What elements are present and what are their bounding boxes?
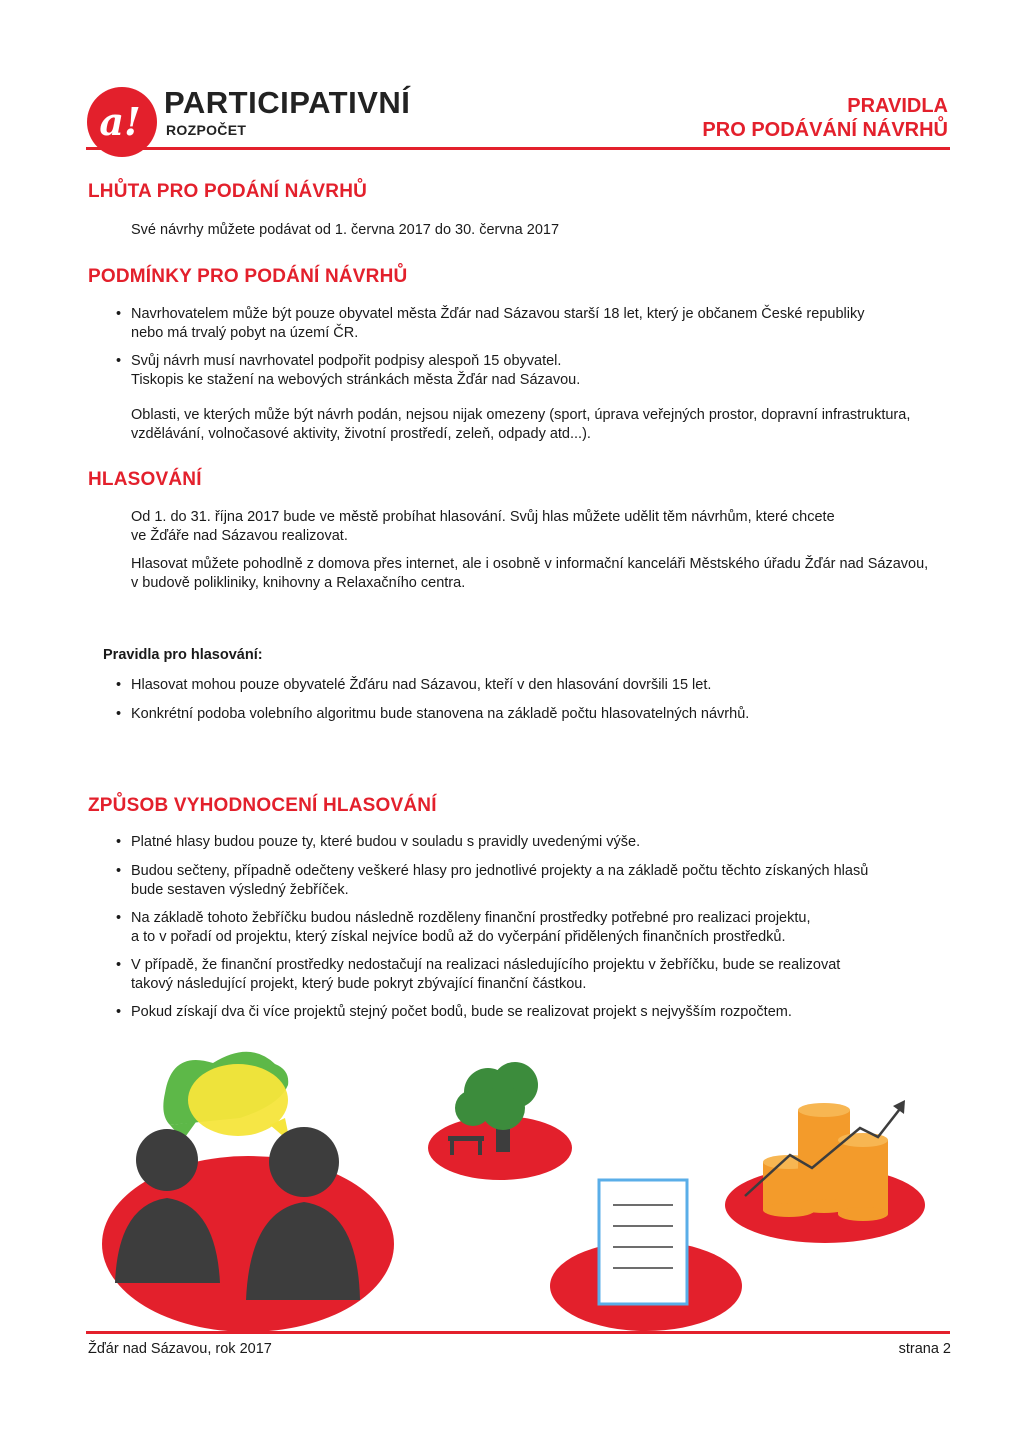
list-item (116, 862, 946, 900)
list-item (116, 956, 946, 994)
evaluation-list (116, 833, 946, 1022)
voting-paragraph-2 (131, 555, 928, 593)
footer-divider (86, 1331, 950, 1334)
discussion-illustration (102, 1052, 394, 1332)
list-item (116, 1003, 946, 1022)
section-heading-voting: HLASOVÁNÍ (88, 469, 202, 490)
list-item-line: Na základě tohoto žebříčku budou následně rozděleny finanční prostředky potřebné pro realizaci projektu, (131, 910, 811, 926)
person-left-body (115, 1198, 220, 1283)
conditions-list (116, 305, 946, 390)
list-item (116, 909, 946, 947)
green-speech-bubble (163, 1052, 288, 1125)
yellow-speech-bubble (188, 1064, 288, 1136)
voting-paragraph-1 (131, 508, 835, 546)
deadline-text: Své návrhy můžete podávat od 1. června 2017 do 30. června 2017 (131, 222, 560, 238)
list-item-line: bude sestaven výsledný žebříček. (131, 882, 349, 898)
document-title-line2: PRO PODÁVÁNÍ NÁVRHŮ (702, 119, 948, 141)
coin-stack-icon (838, 1133, 888, 1221)
proposal-document-illustration (550, 1180, 742, 1331)
header-divider (86, 147, 950, 150)
paragraph-line: ve Žďáře nad Sázavou realizovat. (131, 528, 348, 544)
brand-title: PARTICIPATIVNÍ (164, 85, 411, 120)
person-right-body (246, 1202, 360, 1300)
list-item-line: Tiskopis ke stažení na webových stránkách města Žďár nad Sázavou. (131, 372, 581, 388)
paragraph-line: v budově polikliniky, knihovny a Relaxačního centra. (131, 575, 466, 591)
list-item-line: Svůj návrh musí navrhovatel podpořit podpisy alespoň 15 obyvatel. (131, 353, 562, 369)
paragraph-line: Od 1. do 31. října 2017 bude ve městě probíhat hlasování. Svůj hlas můžete udělit těm návrhům, které chcete (131, 509, 835, 525)
conditions-areas-note (131, 406, 910, 444)
section-heading-conditions: PODMÍNKY PRO PODÁNÍ NÁVRHŮ (88, 266, 408, 287)
list-item-line: Platné hlasy budou pouze ty, které budou v souladu s pravidly uvedenými výše. (131, 834, 641, 850)
paper-icon (599, 1180, 687, 1304)
list-item (116, 833, 946, 852)
list-item-line: Pokud získají dva či více projektů stejný počet bodů, bude se realizovat projekt s nejvyšším rozpočtem. (131, 1004, 792, 1020)
note-line: vzdělávání, volnočasové aktivity, životní prostředí, zeleň, odpady atd...). (131, 426, 591, 442)
voting-rules-list (116, 676, 946, 724)
logo-mark: a! (99, 99, 141, 144)
list-item: • Konkrétní podoba volebního algoritmu bude stanovena na základě počtu hlasovatelných návrhů. (116, 705, 946, 724)
list-item-line: V případě, že finanční prostředky nedostačují na realizaci následujícího projektu v žebříčku, bude se realizovat (131, 957, 841, 973)
person-left-head (136, 1129, 198, 1191)
growth-arrow-icon (745, 1105, 903, 1196)
coin-stack-icon (763, 1155, 815, 1217)
tree-crown (464, 1068, 512, 1116)
list-item-line: Navrhovatelem může být pouze obyvatel města Žďár nad Sázavou starší 18 let, který je občanem České republiky (131, 306, 865, 322)
section-heading-evaluation: ZPŮSOB VYHODNOCENÍ HLASOVÁNÍ (88, 795, 437, 816)
list-item-line: a to v pořadí od projektu, který získal nejvíce bodů až do vyčerpání přidělených finančních prostředků. (131, 929, 786, 945)
list-item-line: Budou sečteny, případně odečteny veškeré hlasy pro jednotlivé projekty a na základě počtu těchto získaných hlasů (131, 863, 869, 879)
list-item: • Hlasovat mohou pouze obyvatelé Žďáru nad Sázavou, kteří v den hlasování dovršili 15 let. (116, 676, 946, 695)
list-item (116, 305, 946, 343)
finance-illustration (725, 1100, 925, 1243)
list-item (116, 352, 946, 390)
list-item-line: takový následující projekt, který bude pokryt zbývající finanční částkou. (131, 976, 587, 992)
document-title-line1: PRAVIDLA (847, 95, 948, 117)
speech-bubble-tail (270, 1118, 290, 1142)
section-heading-deadline: LHŮTA PRO PODÁNÍ NÁVRHŮ (88, 181, 368, 202)
voting-rules-heading: Pravidla pro hlasování: (103, 647, 263, 663)
note-line: Oblasti, ve kterých může být návrh podán, nejsou nijak omezeny (sport, úprava veřejných prostor, dopravní infrastruktura, (131, 407, 911, 423)
brand-subtitle: ROZPOČET (166, 122, 247, 138)
speech-bubble-tail (170, 1122, 196, 1140)
person-right-head (269, 1127, 339, 1197)
paragraph-line: Hlasovat můžete pohodlně z domova přes internet, ale i osobně v informační kanceláři Městského úřadu Žďár nad Sázavou, (131, 556, 929, 572)
footer-place-year: Žďár nad Sázavou, rok 2017 (88, 1341, 272, 1357)
bench-icon (448, 1136, 484, 1141)
coin-stack-icon (798, 1103, 850, 1213)
page-number: strana 2 (898, 1341, 951, 1357)
list-item-line: nebo má trvalý pobyt na území ČR. (131, 325, 359, 341)
tree-trunk (496, 1110, 510, 1152)
park-illustration (428, 1062, 572, 1180)
